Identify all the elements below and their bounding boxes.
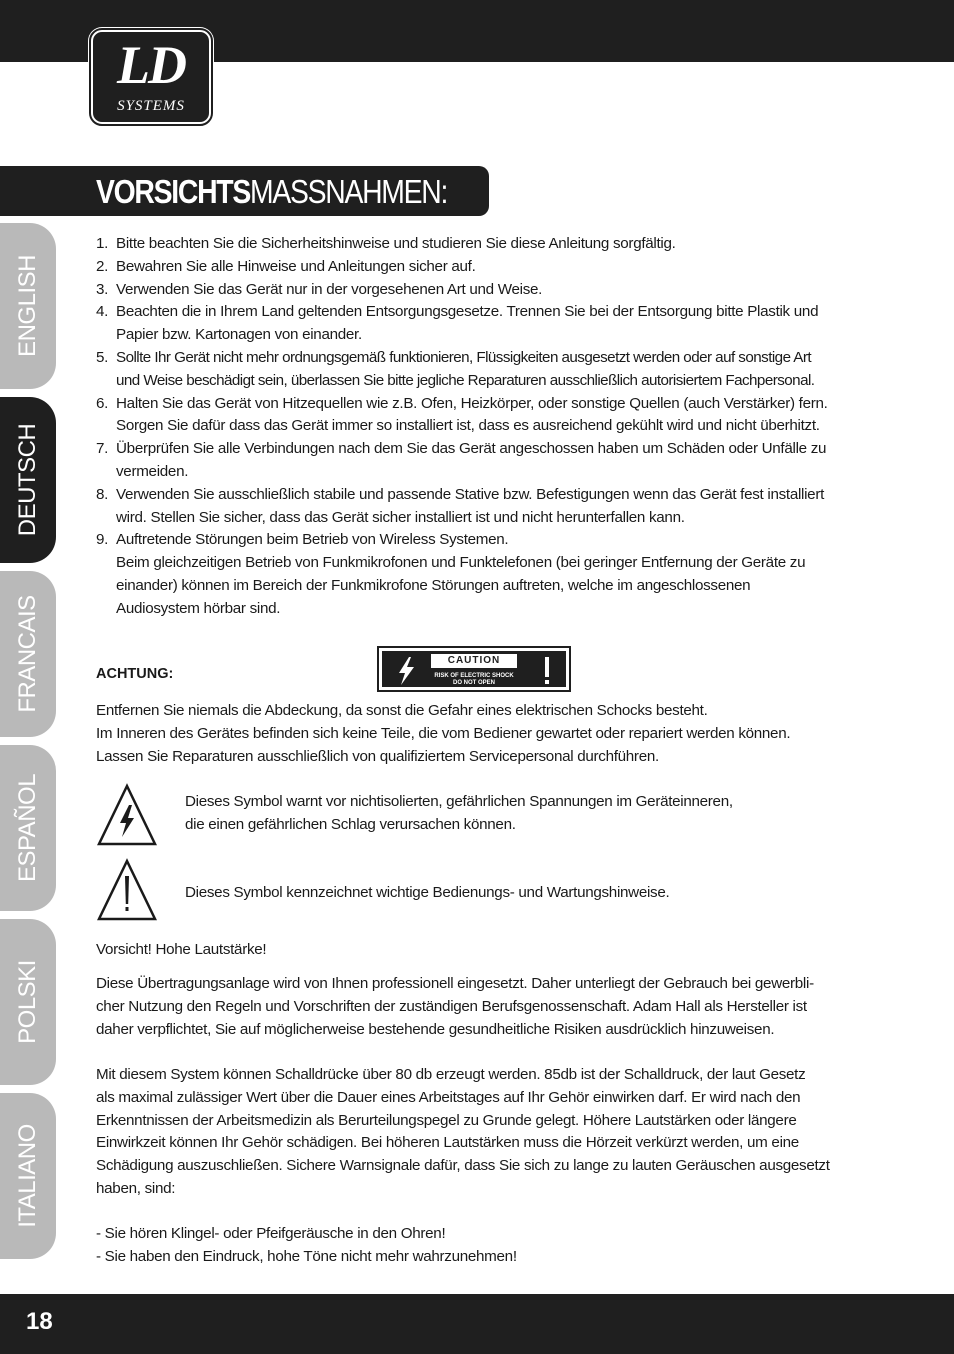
list-item: 9. Auftretende Störungen beim Betrieb von Wireless Systemen. Beim gleichzeitigen Betrieb von Funkmikrofonen und Funktelefonen (bei geringer Entfernung der Geräte zu einander) können im Bereich der Funkmikrofone Störungen auftreten, welche im angeschlossenen Audiosystem hörbar sind. bbox=[96, 531, 806, 617]
tab-deutsch[interactable]: DEUTSCH bbox=[0, 397, 56, 563]
logo-text: LD bbox=[117, 35, 185, 95]
tab-polski[interactable]: POLSKI bbox=[0, 919, 56, 1085]
list-item: 3. Verwenden Sie das Gerät nur in der vorgesehenen Art und Weise. bbox=[96, 280, 543, 298]
ld-systems-logo bbox=[88, 27, 214, 127]
tab-francais[interactable]: FRANCAIS bbox=[0, 571, 56, 737]
lightning-icon bbox=[392, 655, 422, 687]
volume-paragraph-1: Diese Übertragungsanlage wird von Ihnen professionell eingesetzt. Daher unterliegt der Gebrauch bei gewerbli- cher Nutzung den Regeln und Vorschriften der zuständigen Berufsgenossenschaft. Adam Hall als Hersteller ist daher verpflichtet, Sie auf möglicherweise bestehende gesundheitliche Risiken ausdrücklich hinzuweisen. bbox=[96, 975, 814, 1038]
tab-italiano[interactable]: ITALIANO bbox=[0, 1093, 56, 1259]
lightning-symbol-text: Dieses Symbol warnt vor nichtisolierten, gefährlichen Spannungen im Geräteinneren, die einen gefährlichen Schlag verursachen können. bbox=[185, 793, 733, 833]
list-item: - Sie hören Klingel- oder Pfeifgeräusche in den Ohren! bbox=[96, 1225, 446, 1242]
achtung-row bbox=[96, 646, 576, 694]
tab-english[interactable]: ENGLISH bbox=[0, 223, 56, 389]
achtung-label: ACHTUNG: bbox=[96, 666, 174, 682]
safety-list bbox=[96, 233, 858, 621]
logo-subtext: SYSTEMS bbox=[117, 98, 185, 114]
exclamation-icon bbox=[532, 655, 562, 687]
volume-paragraph-2: Mit diesem System können Schalldrücke über 80 db erzeugt werden. 85db ist der Schalldruck, der laut Gesetz als maximal zulässiger Wert über die Dauer eines Arbeitstages auf Ihr Gehör einwirken darf. Er wird nach den Erkenntnissen der Arbeitsmedizin als Berurteilungspegel zu Grunde gelegt. Höhere Lautstärken oder längere Einwirkzeit können Ihr Gehör schädigen. Bei höheren Lautstärken muss die Hörzeit verkürzt werden, um eine Schädigung auszuschließen. Sichere Warnsignale dafür, dass Sie sich zu lange zu lauten Geräuschen ausgesetzt haben, sind: bbox=[96, 1066, 830, 1197]
list-item: - Sie haben den Eindruck, hohe Töne nicht mehr wahrzunehmen! bbox=[96, 1247, 517, 1265]
list-item: 4. Beachten die in Ihrem Land geltenden Entsorgungsgesetze. Trennen Sie bei der Entsorgung bitte Plastik und Papier bzw. Kartonagen von einander. bbox=[96, 303, 819, 344]
volume-warning-list bbox=[96, 1223, 860, 1269]
bottom-bar bbox=[0, 1294, 954, 1354]
list-item: 2. Bewahren Sie alle Hinweise und Anleitungen sicher auf. bbox=[96, 257, 476, 275]
exclamation-symbol-text: Dieses Symbol kennzeichnet wichtige Bedienungs- und Wartungshinweise. bbox=[185, 884, 670, 901]
tab-espanol[interactable]: ESPAÑOL bbox=[0, 745, 56, 911]
list-item: 1. Bitte beachten Sie die Sicherheitshinweise und studieren Sie diese Anleitung sorgfältig. bbox=[96, 235, 676, 252]
list-item: 7. Überprüfen Sie alle Verbindungen nach dem Sie das Gerät angeschossen haben um Schäden oder Unfälle zu vermeiden. bbox=[96, 440, 827, 480]
lightning-warning-icon bbox=[96, 783, 158, 847]
list-item: 6. Halten Sie das Gerät von Hitzequellen wie z.B. Ofen, Heizkörper, oder sonstige Quellen (auch Verstärker) fern. Sorgen Sie dafür dass das Gerät immer so installiert ist, dass es ausreichend gekühlt wird und nicht überhitzt. bbox=[96, 394, 828, 435]
page-title: VORSICHTSMASSNAHMEN: bbox=[96, 173, 448, 210]
volume-heading: Vorsicht! Hohe Lautstärke! bbox=[96, 941, 267, 958]
page-number: 18 bbox=[26, 1308, 53, 1335]
exclamation-warning-icon bbox=[96, 858, 158, 922]
list-item: 5. Sollte Ihr Gerät nicht mehr ordnungsgemäß funktionieren, Flüssigkeiten ausgesetzt werden oder auf sonstige Art und Weise beschädigt sein, überlassen Sie bitte jegliche Reparaturen ausschließlich autorisiertem Fachpersonal. bbox=[96, 348, 815, 389]
caution-label: CAUTION RISK OF ELECTRIC SHOCK DO NOT OPEN bbox=[377, 646, 571, 692]
achtung-text: Entfernen Sie niemals die Abdeckung, da sonst die Gefahr eines elektrischen Schocks besteht. Im Inneren des Gerätes befinden sich keine Teile, die vom Bediener gewartet oder repariert werden können. Lassen Sie Reparaturen ausschließlich von qualifiziertem Servicepersonal durchführen. bbox=[96, 702, 791, 765]
list-item: 8. Verwenden Sie ausschließlich stabile und passende Stative bzw. Befestigungen wenn das Gerät fest installiert wird. Stellen Sie sicher, dass das Gerät sicher installiert ist und nicht herunterfallen kann. bbox=[96, 485, 825, 526]
